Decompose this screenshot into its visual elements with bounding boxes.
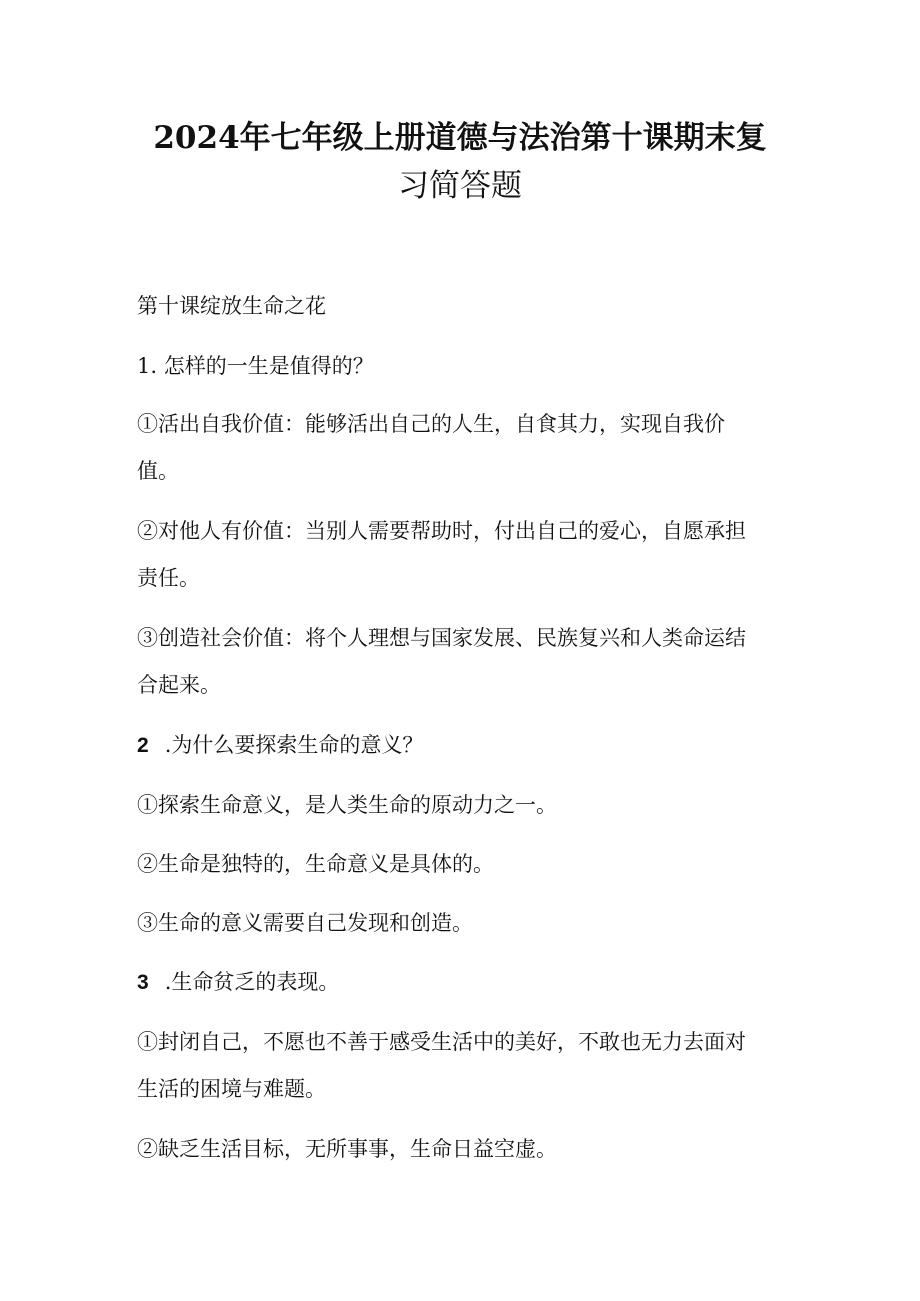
q2-answer-2: ②生命是独特的，生命意义是具体的。 xyxy=(137,852,494,876)
q1-answer-1-line-1: ①活出自我价值：能够活出自己的人生，自食其力，实现自我价 xyxy=(137,412,725,436)
q3-answer-1-line-2: 生活的困境与难题。 xyxy=(137,1077,326,1101)
question-3-number: 3 xyxy=(137,971,149,994)
question-3-text: .生命贫乏的表现。 xyxy=(164,970,340,994)
question-2 xyxy=(137,731,797,760)
document-title-line-1: 2024年七年级上册道德与法治第十课期末复 xyxy=(153,120,767,156)
q3-answer-1-line-1: ①封闭自己，不愿也不善于感受生活中的美好，不敢也无力去面对 xyxy=(137,1030,746,1054)
question-3 xyxy=(137,968,797,997)
q1-answer-2-line-1: ②对他人有价值：当别人需要帮助时，付出自己的爱心，自愿承担 xyxy=(137,519,746,543)
q2-answer-3: ③生命的意义需要自己发现和创造。 xyxy=(137,911,473,935)
question-2-number: 2 xyxy=(137,734,149,757)
lesson-heading: 第十课绽放生命之花 xyxy=(137,294,326,318)
question-1: 1. 怎样的一生是值得的？ xyxy=(137,354,374,378)
q1-answer-3-line-2: 合起来。 xyxy=(137,673,221,697)
q3-answer-2: ②缺乏生活目标，无所事事，生命日益空虚。 xyxy=(137,1137,557,1161)
question-2-text: .为什么要探索生命的意义？ xyxy=(164,733,424,757)
document-title-line-2: 习简答题 xyxy=(398,168,522,204)
q1-answer-1-line-2: 值。 xyxy=(137,459,179,483)
q2-answer-1: ①探索生命意义，是人类生命的原动力之一。 xyxy=(137,793,557,817)
q1-answer-3-line-1: ③创造社会价值：将个人理想与国家发展、民族复兴和人类命运结 xyxy=(137,626,746,650)
q1-answer-2-line-2: 责任。 xyxy=(137,566,200,590)
